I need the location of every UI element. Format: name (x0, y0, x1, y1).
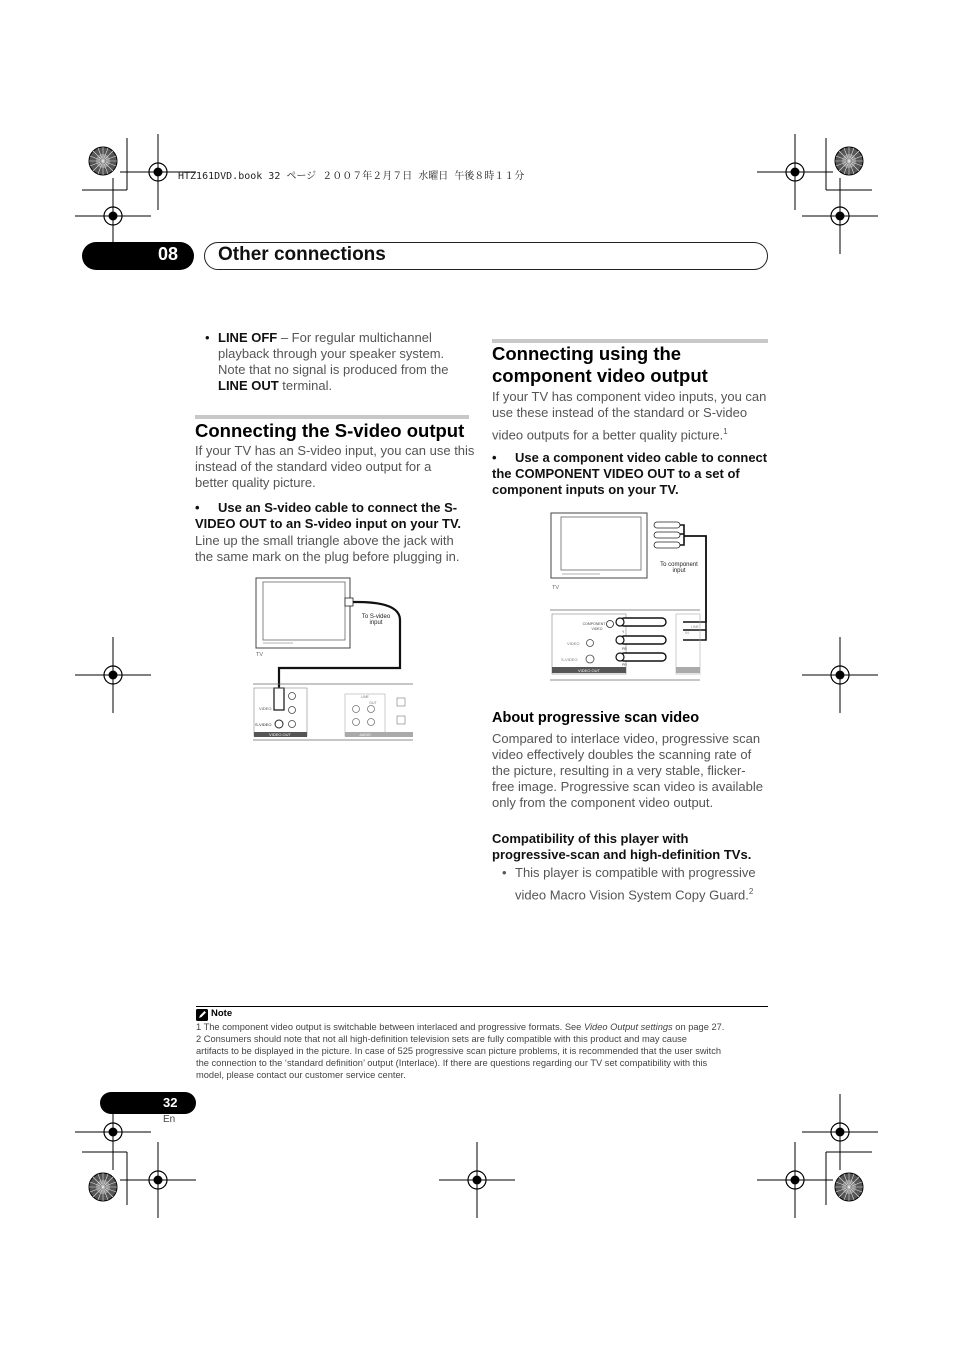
link-video-output-settings: Video Output settings (583, 1022, 673, 1032)
tv-label: TV (256, 652, 264, 658)
line-label: LINE (361, 695, 369, 699)
page-number-pill (100, 1092, 196, 1114)
video-jack-label: VIDEO (259, 706, 272, 711)
plug-pr-label: PR (622, 663, 627, 667)
line-out-panel (345, 694, 385, 736)
print-header: HTZ161DVD.book 32 ページ ２００７年２月７日 水曜日 午後８時１１分 (178, 171, 525, 182)
line-label: LINE (691, 625, 699, 629)
video-jack (587, 640, 594, 647)
term-line-out: LINE OUT (218, 378, 279, 393)
term-line-off: LINE OFF (218, 330, 278, 345)
footnote-ref-2: 2 (748, 887, 754, 896)
svideo-jack (586, 655, 594, 663)
plug-pb-label: PB (622, 647, 627, 651)
heading-component: Connecting using the component video output (492, 343, 708, 386)
tv-screen (263, 582, 345, 640)
line-off-bullet: • LINE OFF – For regular multichannel playback through your speaker system. Note that no signal is produced from the LINE OUT terminal. (205, 330, 449, 393)
svideo-step-text: Line up the small triangle above the jack with the same mark on the plug before plugging in. (195, 533, 460, 564)
svideo-callout-line2: input (369, 620, 383, 626)
out-label: OUT (369, 701, 377, 705)
tv-screen (561, 517, 641, 570)
note-footnote-1: 1 The component video output is switchable between interlaced and progressive formats. See Video Output settings on page 27. (196, 1022, 725, 1032)
svideo-plug-tv (345, 598, 353, 606)
in-label: IN (685, 631, 689, 635)
plug-y-label: Y (622, 630, 625, 634)
footnote-ref-1: 1 (723, 427, 728, 436)
heading-progressive-scan: About progressive scan video (492, 710, 700, 726)
page-number: 32 (163, 1095, 178, 1110)
heading-compatibility: Compatibility of this player with progressive-scan and high-definition TVs. (492, 831, 752, 862)
chapter-number: 08 (158, 244, 179, 264)
note-rule (196, 1006, 768, 1007)
svideo-callout-line1: To S-video (361, 614, 391, 620)
line-in-panel (676, 614, 700, 674)
section-rule (195, 415, 469, 419)
video-out-label: VIDEO OUT (577, 668, 601, 673)
video-jack (289, 707, 296, 714)
svideo-jack (275, 720, 283, 728)
svideo-intro: If your TV has an S-video input, you can use this instead of the standard video output for a better quality picture. (195, 443, 475, 490)
note-footnote-2: 2 Consumers should note that not all high-definition television sets are fully compatible with this product and may cause artifacts to be displayed in the picture. In case of 525 progressive scan picture problems, it is recommended that the user switch the connection to the ‘standard definition’ output (Interlace). If there are questions regarding our TV set compatibility with this model, please contact our customer service center. (196, 1034, 722, 1080)
video-jack-label: VIDEO (567, 641, 580, 646)
tv-label: TV (552, 585, 560, 591)
component-step: • Use a component video cable to connect the COMPONENT VIDEO OUT to a set of component inputs on your TV. (492, 450, 768, 497)
note-icon (196, 1009, 208, 1021)
chapter-title: Other connections (218, 244, 386, 265)
component-callout-line1: To component (660, 562, 698, 568)
svideo-step: • Use an S-video cable to connect the S- VIDEO OUT to an S-video input on your TV. (195, 500, 462, 531)
note-label: Note (211, 1008, 233, 1019)
video-out-label: VIDEO OUT (268, 732, 292, 737)
component-label: COMPONENT (582, 622, 606, 626)
svideo-plug-player (274, 688, 284, 710)
component-connection-diagram (550, 510, 710, 682)
progressive-scan-text: Compared to interlace video, progressive scan video effectively doubles the scanning rate of the picture, resulting in a very stable, flicker- free image. Progressive scan video is available only from the component video output. (492, 731, 763, 810)
svideo-jack-label: S-VIDEO (255, 722, 272, 727)
svideo-jack-label: S-VIDEO (561, 657, 578, 662)
component-video-label: VIDEO (591, 627, 603, 631)
heading-svideo: Connecting the S-video output (195, 420, 465, 441)
page-language: En (163, 1114, 176, 1125)
component-intro: If your TV has component video inputs, you can use these instead of the standard or S-video video outputs for a better quality picture.$^1$ (492, 389, 767, 443)
component-callout-line2: input (672, 568, 686, 574)
compatibility-bullet: • This player is compatible with progressive video Macro Vision System Copy Guard.$^2$ (502, 865, 756, 903)
audio-label: AUDIO (359, 733, 371, 737)
svideo-connection-diagram (253, 572, 413, 747)
